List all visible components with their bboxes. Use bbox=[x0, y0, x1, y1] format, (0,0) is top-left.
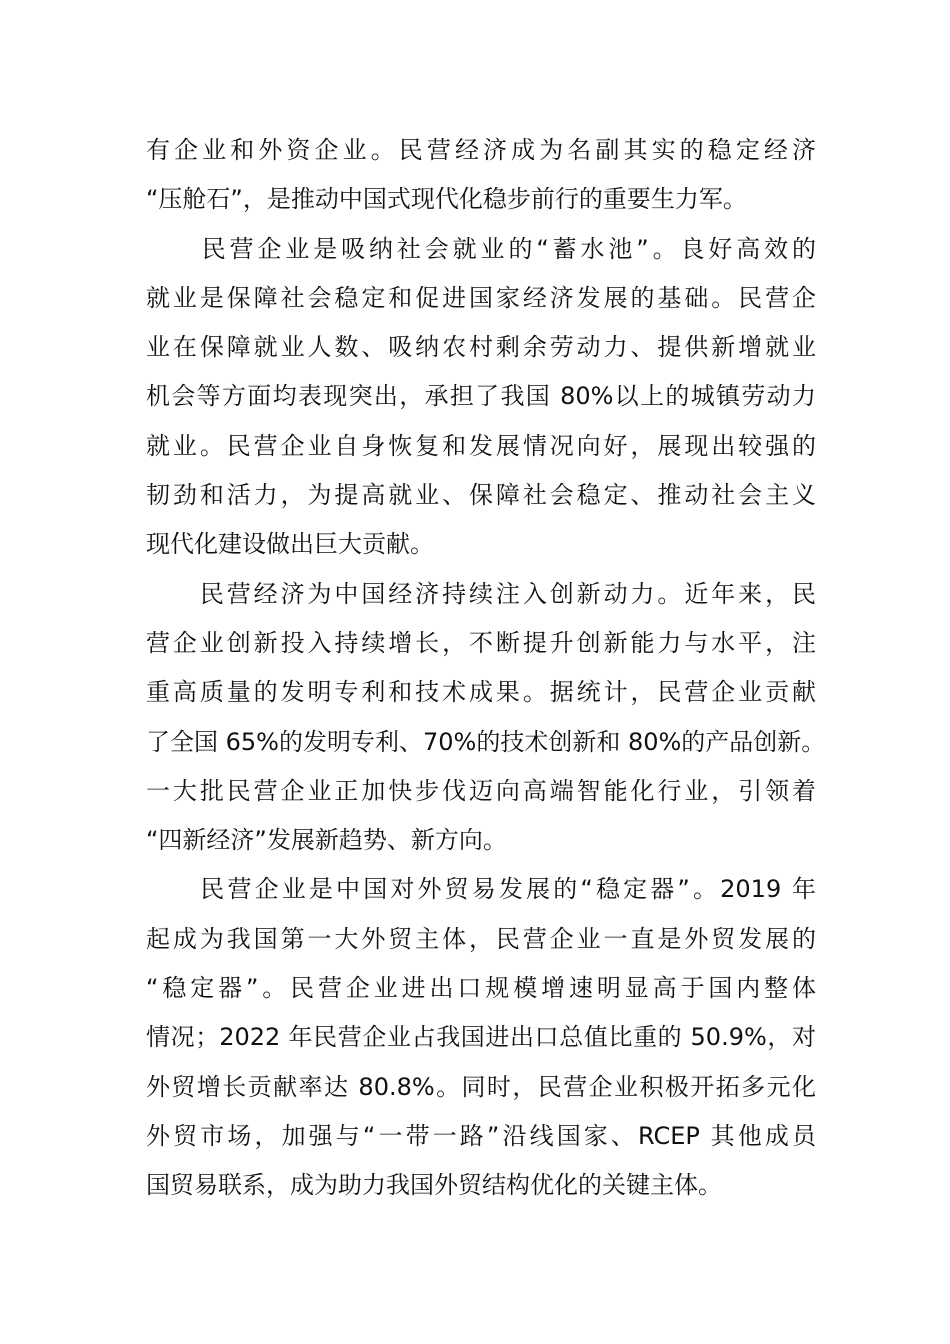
text-line: 民营企业是中国对外贸易发展的“稳定器”。2019 年 bbox=[146, 875, 816, 904]
text-line: 重高质量的发明专利和技术成果。据统计，民营企业贡献 bbox=[146, 678, 816, 707]
text-line: 有企业和外资企业。民营经济成为名副其实的稳定经济 bbox=[146, 136, 816, 164]
text-line: 外贸市场，加强与“一带一路”沿线国家、RCEP 其他成员 bbox=[146, 1121, 816, 1150]
text-line: 外贸增长贡献率达 80.8%。同时，民营企业积极开拓多元化 bbox=[146, 1072, 816, 1101]
body-text bbox=[146, 126, 826, 1211]
text-line: 一大批民营企业正加快步伐迈向高端智能化行业，引领着 bbox=[146, 776, 816, 805]
text-line: 情况；2022 年民营企业占我国进出口总值比重的 50.9%，对 bbox=[146, 1023, 816, 1052]
text-line: 起成为我国第一大外贸主体，民营企业一直是外贸发展的 bbox=[146, 924, 816, 953]
text-line: 业在保障就业人数、吸纳农村剩余劳动力、提供新增就业 bbox=[146, 333, 816, 362]
text-line: 机会等方面均表现突出，承担了我国 80%以上的城镇劳动力 bbox=[146, 382, 816, 411]
text-line: 民营企业是吸纳社会就业的“蓄水池”。良好高效的 bbox=[146, 234, 816, 263]
text-line: 就业。民营企业自身恢复和发展情况向好，展现出较强的 bbox=[146, 431, 816, 460]
text-line: 就业是保障社会稳定和促进国家经济发展的基础。民营企 bbox=[146, 283, 816, 312]
text-line: 国贸易联系，成为助力我国外贸结构优化的关键主体。 bbox=[146, 1171, 722, 1200]
text-line: 民营经济为中国经济持续注入创新动力。近年来，民 bbox=[146, 579, 816, 608]
text-line: 韧劲和活力，为提高就业、保障社会稳定、推动社会主义 bbox=[146, 481, 816, 510]
text-line: “稳定器”。民营企业进出口规模增速明显高于国内整体 bbox=[146, 974, 816, 1003]
text-line: 营企业创新投入持续增长，不断提升创新能力与水平，注 bbox=[146, 628, 816, 657]
text-line: “压舱石”，是推动中国式现代化稳步前行的重要生力军。 bbox=[146, 185, 747, 214]
text-line: 现代化建设做出巨大贡献。 bbox=[146, 530, 434, 559]
text-line: 了全国 65%的发明专利、70%的技术创新和 80%的产品创新。 bbox=[146, 727, 826, 756]
text-line: “四新经济”发展新趋势、新方向。 bbox=[146, 826, 507, 855]
